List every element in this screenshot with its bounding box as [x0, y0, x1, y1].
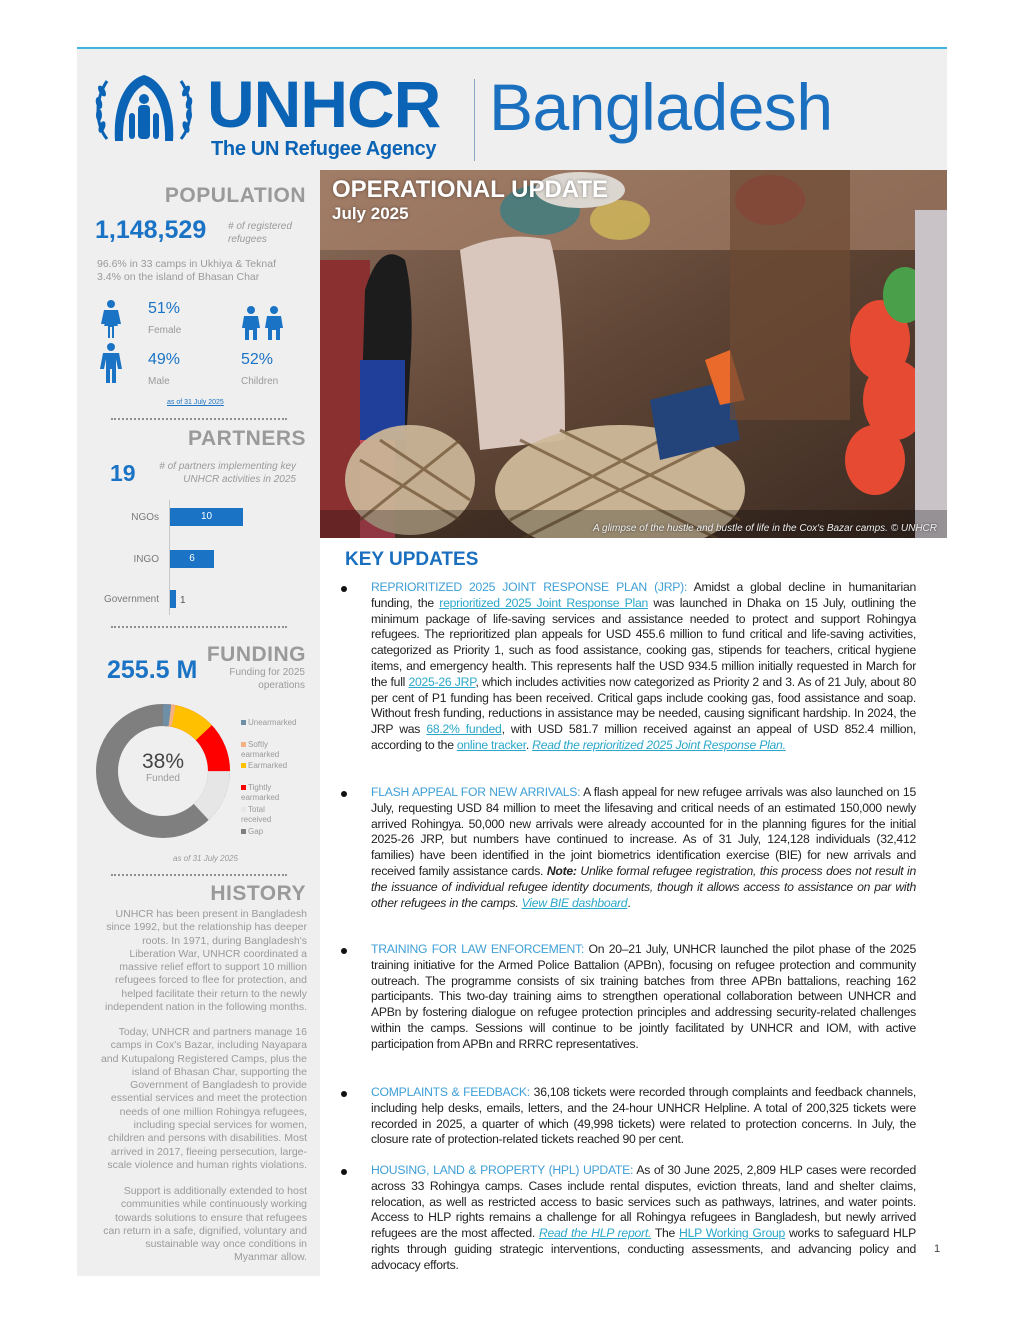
legend-swatch [241, 807, 246, 812]
photo-caption: A glimpse of the hustle and bustle of life in the Cox's Bazar camps. © UNHCR [592, 523, 937, 534]
male-icon [99, 343, 123, 383]
sidebar [77, 170, 320, 1276]
link-read-jrp[interactable]: Read the reprioritized 2025 Joint Response Plan. [532, 737, 786, 752]
donut-center-label: Funded [146, 773, 180, 784]
children-pct: 52% [241, 351, 274, 368]
bar-government-value: 1 [180, 595, 186, 606]
population-camps-line: 96.6% in 33 camps in Ukhiya & Teknaf [97, 258, 276, 270]
link-funded-pct[interactable]: 68.2% funded [426, 722, 502, 737]
history-title: HISTORY [210, 882, 306, 905]
bar-label-ngos: NGOs [131, 512, 159, 523]
bullet-icon [341, 791, 347, 797]
key-updates-title: KEY UPDATES [345, 549, 479, 570]
population-title: POPULATION [164, 184, 306, 207]
population-bhasan-line: 3.4% on the island of Bhasan Char [97, 271, 260, 283]
funding-amount-label: Funding for 2025 operations [229, 667, 305, 691]
donut-center-pct: 38% [141, 750, 185, 773]
legend-swatch [241, 785, 246, 790]
partners-title: PARTNERS [188, 427, 306, 450]
bar-ngos: 10 [170, 508, 243, 526]
link-online-tracker[interactable]: online tracker [456, 737, 526, 752]
legend-swatch [241, 763, 246, 768]
legend-unearmarked: Unearmarked [241, 718, 296, 728]
bullet-icon [341, 1091, 347, 1097]
male-pct: 49% [148, 351, 181, 368]
female-icon [99, 300, 123, 338]
legend-swatch [241, 742, 246, 747]
legend-total-received: Total received [241, 805, 272, 824]
page-number: 1 [934, 1243, 941, 1255]
bar-label-ingo: INGO [133, 554, 159, 565]
link-hlp-report[interactable]: Read the HLP report. [538, 1226, 652, 1241]
population-total-label: # of registered refugees [228, 221, 292, 245]
link-2025-26-jrp[interactable]: 2025-26 JRP [408, 674, 476, 689]
update-heading: TRAINING FOR LAW ENFORCEMENT: [371, 942, 584, 956]
female-pct: 51% [148, 300, 181, 317]
population-total: 1,148,529 [95, 216, 207, 244]
update-heading: HOUSING, LAND & PROPERTY (HPL) UPDATE: [371, 1163, 634, 1177]
org-tagline: The UN Refugee Agency [211, 138, 437, 160]
history-paragraph-1: UNHCR has been present in Bangladesh since 1992, but the relationship has deeper roots. In 1971, during Bangladesh's Liberation War, UNHCR coordinated a massive relief effort to support 10 million refugees forced to flee for protection, and helped facilitate their return to the newly independent nation in the following months. [105, 908, 307, 1014]
section-divider [111, 626, 287, 628]
org-wordmark: UNHCR [207, 67, 441, 141]
update-heading: COMPLAINTS & FEEDBACK: [371, 1085, 530, 1099]
partners-total-label: # of partners implementing key UNHCR activities in 2025 [159, 461, 296, 485]
legend-swatch [241, 829, 246, 834]
history-paragraph-3: Support is additionally extended to host communities while continuously working towards solutions to ensure that refugees can return in a safe, dignified, voluntary and sustainable way once conditions in Myanmar allow. [103, 1185, 307, 1264]
bar-ingo: 6 [170, 550, 214, 568]
bullet-icon [341, 948, 347, 954]
link-reprioritized-jrp[interactable]: reprioritized 2025 Joint Response Plan [439, 595, 649, 610]
section-divider [111, 874, 287, 876]
bar-government [170, 590, 176, 608]
link-bie-dashboard[interactable]: View BIE dashboard [521, 895, 628, 910]
legend-earmarked: Earmarked [241, 761, 287, 771]
section-divider [111, 418, 287, 420]
update-heading: REPRIORITIZED 2025 JOINT RESPONSE PLAN (JRP): [371, 580, 688, 594]
funding-title: FUNDING [206, 643, 306, 666]
market-photo-image [320, 170, 947, 538]
legend-softly-earmarked: Softly earmarked [241, 740, 280, 759]
link-hlp-working-group[interactable]: HLP Working Group [679, 1226, 786, 1241]
document-date: July 2025 [332, 204, 409, 223]
unhcr-emblem-icon [93, 69, 195, 153]
update-complaints: COMPLAINTS & FEEDBACK: 36,108 tickets were recorded through complaints and feedback channels, including help desks, emails, letters, and the 24-hour UNHCR Helpline. A total of 200,325 tickets were recorded in 2025, a quarter of which (49,998 tickets) were related to protection concerns. In July, the closure rate of protection-related tickets reached 90 per cent. [371, 1085, 916, 1147]
population-as-of-link[interactable]: as of 31 July 2025 [167, 399, 224, 406]
update-heading: FLASH APPEAL FOR NEW ARRIVALS: [371, 785, 581, 799]
bar-label-government: Government [103, 594, 159, 605]
legend-tightly-earmarked: Tightly earmarked [241, 783, 280, 802]
document-header [77, 49, 947, 170]
country-name: Bangladesh [489, 70, 833, 144]
children-icon [241, 306, 285, 340]
logo-divider [474, 79, 475, 161]
children-label: Children [241, 376, 279, 387]
bullet-icon [341, 1169, 347, 1175]
update-jrp: REPRIORITIZED 2025 JOINT RESPONSE PLAN (JRP): Amidst a global decline in humanitarian funding, the reprioritized 2025 Joint Response Plan was launched in Dhaka on 15 July, outlining the minimum package of life-saving services and assistance needed to protect and support Rohingya refugees. The reprioritized plan appeals for USD 455.6 million to fund critical and life-saving activities, categorized as Priority 1, such as food assistance, cooking gas, stipends for teachers, critical hygiene items, and emergency health. This represents half the USD 934.5 million initially requested in March for the full 2025-26 JRP, which includes activities now categorized as Priority 2 and 3. As of 21 July, about 80 per cent of P1 funding has been received. Critical gaps include cooking gas, food assistance and soap. Without fresh funding, reductions in assistance may be needed, causing significant hardship. In 2024, the JRP was 68.2% funded, with USD 581.7 million received against an appeal of USD 852.4 million, according to the online tracker. Read the reprioritized 2025 Joint Response Plan. [371, 580, 917, 752]
update-hlp: HOUSING, LAND & PROPERTY (HPL) UPDATE: As of 30 June 2025, 2,809 HLP cases were recorded across 33 Rohingya camps. Cases include rental disputes, eviction threats, land and shelter claims, relocation, as well as restricted access to basic services such as pathways, latrines, and water points. Access to HLP rights remains a challenge for all Rohingya refugees in Bangladesh, but newly arrived refugees are the most affected. Read the HLP report. The HLP Working Group works to safeguard HLP rights through guiding strategic interventions, conducting assessments, and advancing policy and advocacy efforts. [371, 1163, 917, 1272]
history-paragraph-2: Today, UNHCR and partners manage 16 camps in Cox's Bazar, including Nayapara and Kutupalong Registered Camps, plus the island of Bhasan Char, supporting the Government of Bangladesh to provide essential services and meet the protection needs of one million Rohingya refugees, including special services for women, children and persons with disabilities. Most arrived in 2017, fleeing persecution, large-scale violence and human rights violations. [100, 1026, 307, 1171]
partners-total: 19 [110, 460, 136, 486]
female-label: Female [148, 325, 182, 336]
update-flash-appeal: FLASH APPEAL FOR NEW ARRIVALS: A flash appeal for new refugee arrivals was also launched on 15 July, requesting USD 84 million to meet the lifesaving and critical needs of an estimated 150,000 newly arrived Rohingya. 50,000 new arrivals were already accounted for in the planning figures for the initial 2025-26 JRP, but numbers have continued to increase. As of 31 July, 124,128 individuals (32,412 families) have been identified in the joint biometrics identification exercise (BIE) for new arrivals and received family assistance cards. Note: Unlike formal refugee registration, this process does not result in the issuance of individual refugee identity documents, though it allows access to assistance on par with other refugees in the camps. View BIE dashboard. [371, 785, 916, 910]
funding-amount: 255.5 M [107, 656, 198, 684]
legend-gap: Gap [241, 827, 263, 837]
update-training: TRAINING FOR LAW ENFORCEMENT: On 20–21 July, UNHCR launched the pilot phase of the 2025 training initiative for the Armed Police Battalion (APBn), focusing on refugee protection and community outreach. The programme consists of six training batches from three APBn battalions, reaching 162 participants. This two-day training aims to strengthen operational collaboration between UNHCR and APBn by fostering dialogue on refugee protection principles and addressing security-related challenges within the camps. Sessions will continue to be jointly facilitated by UNHCR and IOM, with active participation from APBn and RRRC representatives. [371, 942, 916, 1051]
funding-as-of: as of 31 July 2025 [173, 854, 238, 863]
hero-photo [320, 170, 947, 538]
document-title: OPERATIONAL UPDATE [332, 176, 609, 203]
male-label: Male [148, 376, 170, 387]
legend-swatch [241, 720, 246, 725]
bullet-icon [341, 586, 347, 592]
